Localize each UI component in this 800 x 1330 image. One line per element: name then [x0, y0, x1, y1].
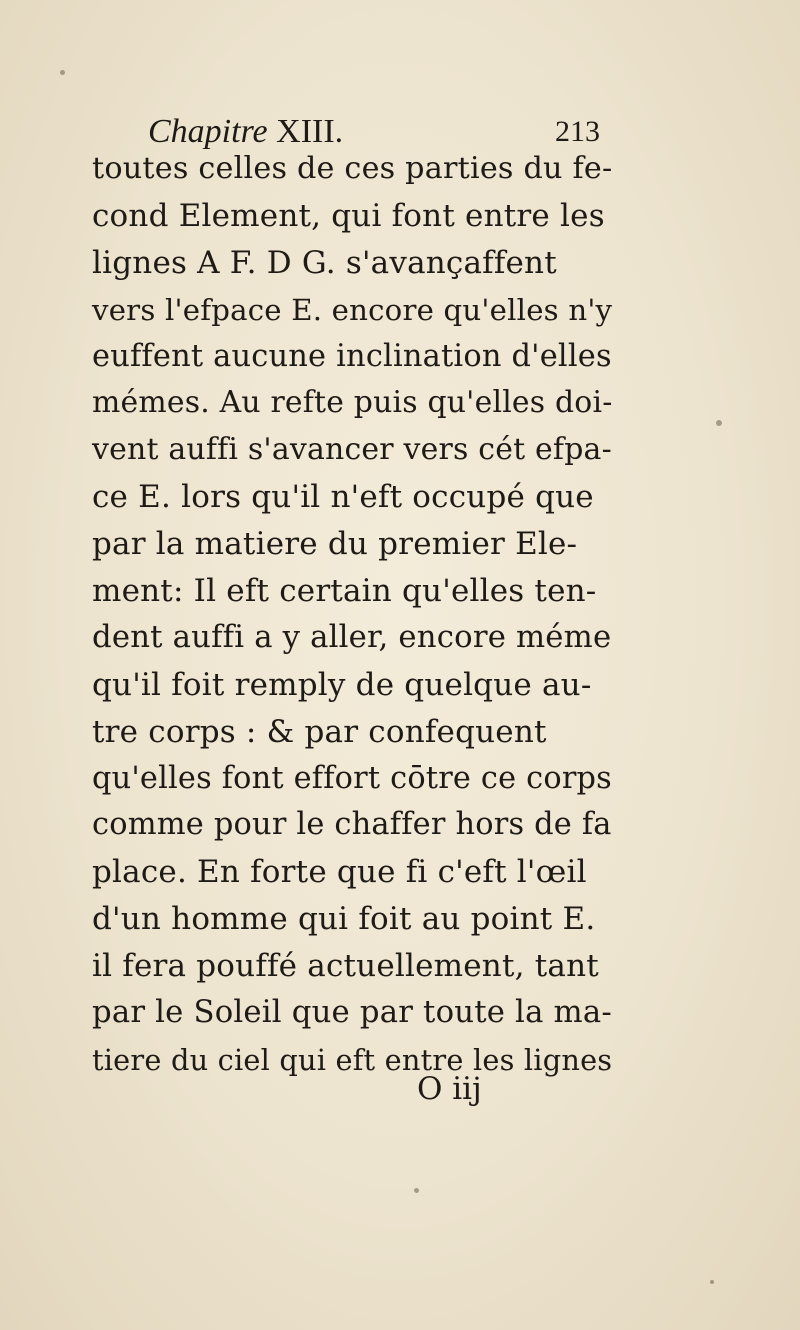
page-number: 213 — [555, 115, 600, 148]
signature-mark: O iij — [417, 1071, 482, 1107]
text-line: place. En forte que fi c'eft l'œil — [92, 854, 587, 891]
text-line: tiere du ciel qui eft entre les lignes — [92, 1042, 613, 1077]
text-line: d'un homme qui foit au point E. — [92, 901, 596, 938]
text-line: mémes. Au refte puis qu'elles doi- — [92, 385, 613, 421]
text-line: ce E. lors qu'il n'eft occupé que — [92, 479, 594, 516]
text-line: cond Element, qui font entre les — [92, 197, 605, 234]
text-line: toutes celles de ces parties du fe- — [92, 151, 613, 186]
paper-speck — [716, 420, 722, 426]
text-line: qu'il foit remply de quelque au- — [92, 666, 592, 703]
text-line: il fera pouffé actuellement, tant — [92, 948, 599, 985]
text-line: par le Soleil que par toute la ma- — [92, 995, 612, 1031]
paper-speck — [710, 1280, 714, 1284]
text-line: vent auffi s'avancer vers cét efpa- — [92, 432, 612, 468]
text-body — [92, 146, 612, 1084]
text-line: comme pour le chaffer hors de fa — [92, 807, 612, 843]
paper-speck — [414, 1188, 419, 1193]
text-line: lignes A F. D G. s'avançaffent — [92, 244, 557, 281]
text-line: vers l'efpace E. encore qu'elles n'y — [92, 292, 613, 327]
chapter-word: Chapitre — [148, 113, 268, 150]
text-line: par la matiere du premier Ele- — [92, 526, 578, 563]
text-line: tre corps : & par confequent — [92, 713, 547, 750]
paper-speck — [60, 70, 65, 75]
text-line: ment: Il eft certain qu'elles ten- — [92, 573, 597, 610]
text-line: dent auffi a y aller, encore méme — [92, 619, 612, 655]
text-line: qu'elles font effort cōtre ce corps — [92, 760, 612, 796]
chapter-numeral: XIII. — [276, 113, 344, 150]
text-line: euffent aucune inclination d'elles — [92, 338, 612, 374]
